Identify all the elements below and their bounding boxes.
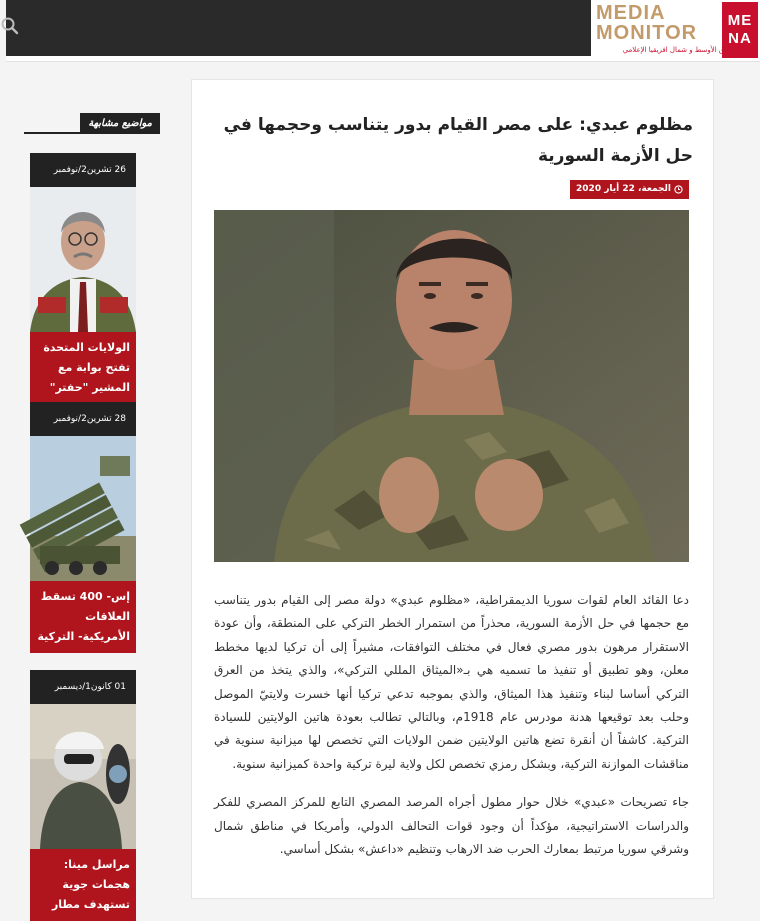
article-date: الجمعة، 22 أيار 2020 (576, 184, 671, 194)
related-date: 01 كانون1/ديسمبر (30, 670, 136, 704)
article-card (191, 79, 714, 899)
logo-word-media: MEDIA (596, 2, 666, 24)
logo-word-monitor: MONITOR (596, 22, 698, 44)
sidebar-heading: مواضيع مشابهة (80, 113, 160, 134)
logo-box-line1: ME (727, 12, 753, 29)
top-navigation-bar (6, 0, 591, 56)
related-title[interactable]: الولايات المتحدة تفتح بوابة مع المشير "حفتر" (30, 332, 136, 404)
related-title[interactable]: مراسل مينا: هجمات جوية تستهدف مطار (30, 849, 136, 921)
article-title: مظلوم عبدي: على مصر القيام بدور يتناسب وحجمها في حل الأزمة السورية (223, 115, 693, 166)
site-header (6, 0, 760, 62)
related-date: 28 تشرين2/نوفمبر (30, 402, 136, 436)
related-article[interactable] (30, 402, 136, 653)
article-paragraph: جاء تصريحات «عبدي» خلال حوار مطول أجراه المرصد المصري التابع للمركز المصري للفكر والدراسات الاستراتيجية، مؤكداً أن وجود قوات التحالف الدولي، وأمريكا في مناطق شمال وشرقي سوريا مرتبط بمعارك الحرب ضد الارهاب وتنظيم «داعش» بشكل أساسي. (214, 795, 689, 857)
related-title[interactable]: إس- 400 تسقط العلاقات الأمريكية- التركية (30, 581, 136, 653)
article-photo (214, 210, 689, 562)
related-article[interactable] (30, 153, 136, 404)
clock-icon (674, 185, 683, 194)
article-body (214, 589, 689, 876)
date-badge (570, 180, 689, 199)
related-thumbnail[interactable] (30, 187, 136, 332)
related-article[interactable] (30, 670, 136, 921)
logo-tagline: مرصد الشرق الأوسط و شمال افريقيا الإعلامي (622, 46, 758, 54)
sidebar-heading-bar (24, 110, 160, 134)
related-thumbnail[interactable] (30, 704, 136, 849)
search-icon[interactable] (0, 16, 20, 36)
related-date: 26 تشرين2/نوفمبر (30, 153, 136, 187)
related-thumbnail[interactable] (30, 436, 136, 581)
logo-box-line2: NA (728, 30, 752, 47)
site-logo[interactable] (596, 2, 758, 58)
article-paragraph: دعا القائد العام لقوات سوريا الديمقراطية، «مظلوم عبدي» دولة مصر إلى القيام بدور يتناسب مع حجمها في حل الأزمة السورية، محذراً من استمرار الخطر التركي على المنطقة، وأن عودة الاستقرار مرهون بدور مصري فعال في مختلف التوافقات، مشيراً إلى أن تركيا لديها مخطط معلن، وهو تطبيق أو تنفيذ ما تسميه هي بـ«الميثاق المللي التركي»، والذي يتخذ من العرق التركي أساسا لبناء وتنفيذ هذا الميثاق، والذي بموجبه تدعي تركيا أنها خسرت ولايتيّ الموصل وحلب بعد توقيعها هدنة مودرس عام 1918م، وبالتالي تطالب بعودة هاتين الولايتين للسيادة التركية. كاشفاً أن أنقرة تضع هاتين الولايتين ضمن الولايات التي تخصص لها ميزانية سنوية في مناقشات الموازنة التركية، وبشكل رمزي تخصص لكل ولاية ليرة تركية واحدة كميزانية سنوية. (214, 593, 689, 771)
